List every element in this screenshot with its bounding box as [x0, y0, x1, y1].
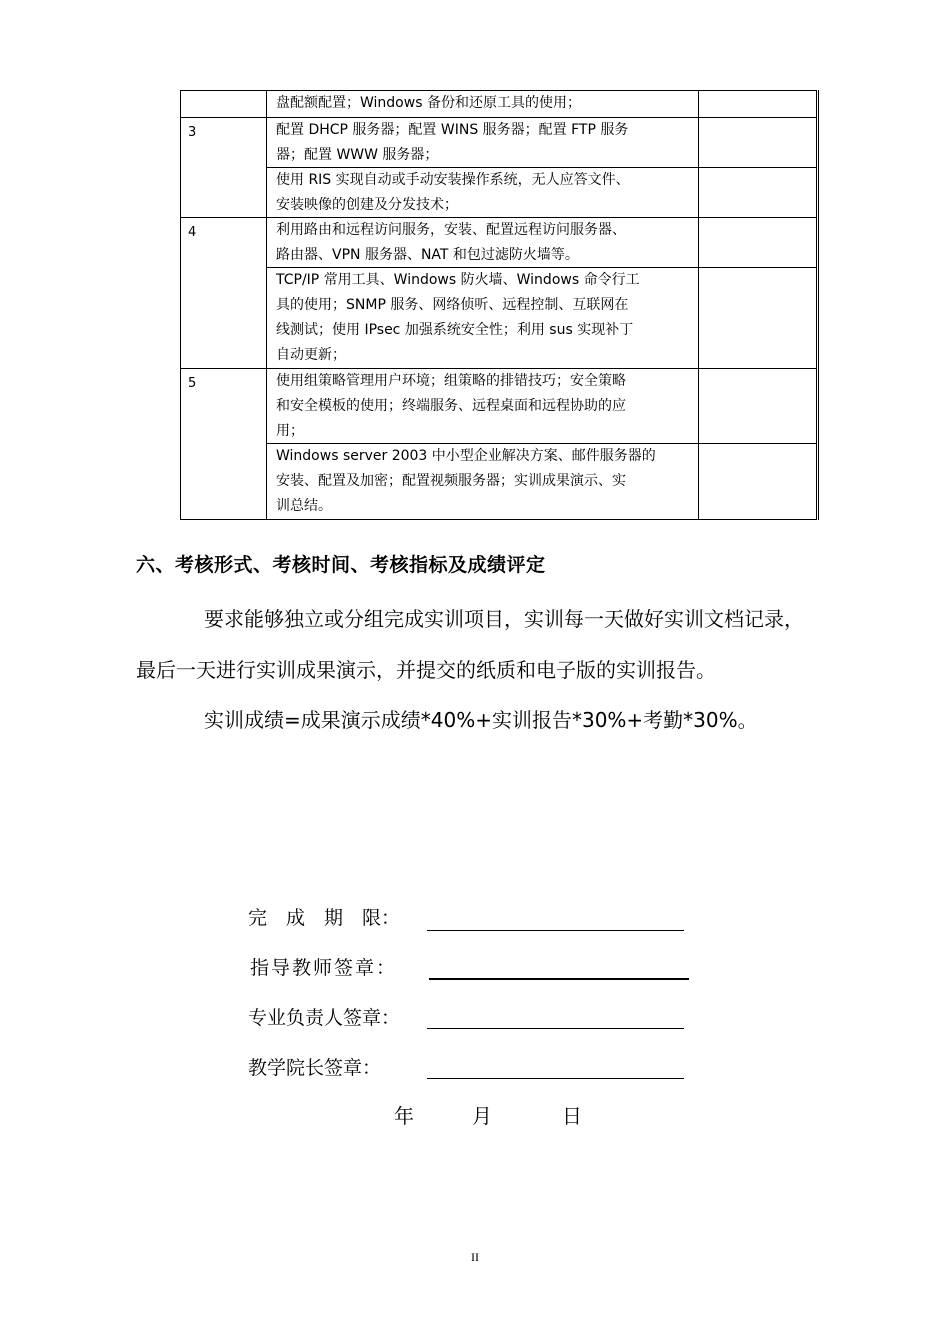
table-row-content	[276, 218, 692, 268]
table-border-right-double	[818, 90, 819, 520]
table-row-number: 4	[188, 225, 197, 240]
table-cell-line: 训总结。	[276, 498, 332, 514]
major-head-signature-label: 专业负责人签章：	[248, 1007, 401, 1029]
major-head-signature-line[interactable]	[427, 1028, 684, 1029]
table-cell-line: 安装映像的创建及分发技术；	[276, 197, 458, 213]
deadline-label: 完 成 期 限：	[248, 907, 401, 929]
table-row-content	[276, 168, 692, 218]
table-divider-1	[266, 90, 267, 520]
deadline-signature-line[interactable]	[427, 930, 684, 931]
table-row-content	[276, 444, 692, 519]
table-cell-line: 线测试；使用 IPsec 加强系统安全性；利用 sus 实现补丁	[276, 322, 634, 338]
page-number: II	[471, 1250, 479, 1264]
table-row-content	[276, 369, 692, 444]
table-cell-line: 盘配额配置；Windows 备份和还原工具的使用；	[276, 95, 581, 111]
paragraph-line: 要求能够独立或分组完成实训项目，实训每一天做好实训文档记录，	[204, 607, 804, 631]
table-cell-line: 器；配置 WWW 服务器；	[276, 147, 439, 163]
score-formula: 实训成绩=成果演示成绩*40%+实训报告*30%+考勤*30%。	[204, 708, 758, 732]
table-rule	[180, 519, 817, 520]
paragraph-line: 最后一天进行实训成果演示，并提交的纸质和电子版的实训报告。	[136, 658, 716, 682]
date-month: 月	[472, 1104, 492, 1128]
table-cell-line: 使用组策略管理用户环境；组策略的排错技巧；安全策略	[276, 373, 626, 389]
table-cell-line: 用；	[276, 423, 304, 439]
table-cell-line: 路由器、VPN 服务器、NAT 和包过滤防火墙等。	[276, 247, 579, 263]
table-cell-line: Windows server 2003 中小型企业解决方案、邮件服务器的	[276, 448, 656, 464]
table-cell-line: 使用 RIS 实现自动或手动安装操作系统，无人应答文件、	[276, 172, 630, 188]
table-row-number: 3	[188, 125, 197, 140]
table-divider-2	[698, 90, 699, 520]
table-row-content	[276, 91, 692, 116]
dean-signature-label: 教学院长签章：	[248, 1057, 382, 1079]
table-cell-line: 安装、配置及加密；配置视频服务器；实训成果演示、实	[276, 473, 626, 489]
date-year: 年	[394, 1104, 414, 1128]
section-heading: 六、考核形式、考核时间、考核指标及成绩评定	[136, 554, 546, 576]
table-cell-line: 利用路由和远程访问服务，安装、配置远程访问服务器、	[276, 222, 626, 238]
table-row-content	[276, 268, 692, 368]
table-cell-line: 和安全模板的使用；终端服务、远程桌面和远程协助的应	[276, 398, 626, 414]
table-row-content	[276, 118, 692, 168]
table-border-left	[180, 90, 181, 520]
teacher-signature-line[interactable]	[429, 978, 689, 980]
date-day: 日	[562, 1104, 582, 1128]
table-cell-line: 自动更新；	[276, 347, 346, 363]
table-cell-line: 配置 DHCP 服务器；配置 WINS 服务器；配置 FTP 服务	[276, 122, 629, 138]
table-cell-line: TCP/IP 常用工具、Windows 防火墙、Windows 命令行工	[276, 272, 640, 288]
table-border-right	[816, 90, 817, 520]
table-cell-line: 具的使用；SNMP 服务、网络侦听、远程控制、互联网在	[276, 297, 629, 313]
training-schedule-table	[180, 90, 818, 520]
teacher-signature-label: 指导教师签章：	[250, 957, 398, 979]
dean-signature-line[interactable]	[427, 1078, 684, 1079]
table-row-number: 5	[188, 376, 197, 391]
